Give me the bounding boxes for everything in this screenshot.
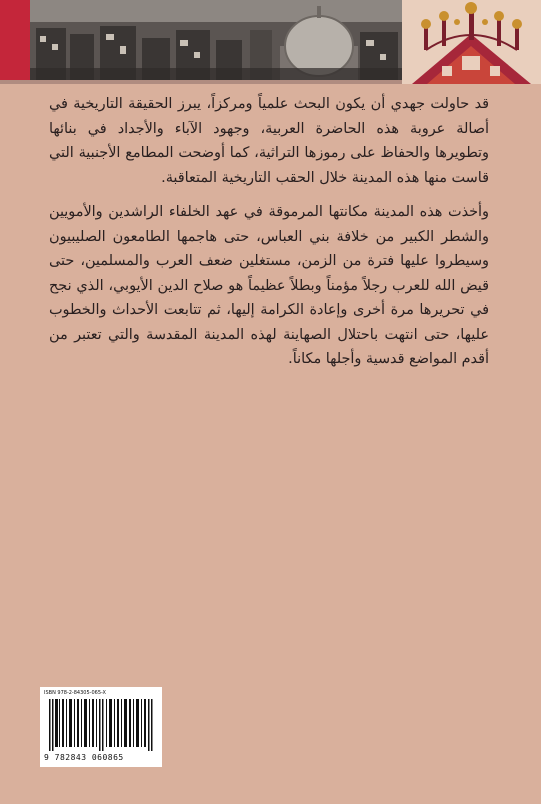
candelabra-ornament	[402, 0, 541, 84]
isbn-label: ISBN 978-2-84305-065-X	[44, 690, 106, 696]
red-strip	[0, 0, 30, 80]
jerusalem-skyline-photo	[30, 0, 402, 80]
isbn-barcode	[40, 687, 162, 767]
barcode-icon	[49, 699, 153, 751]
cover-top-band	[0, 0, 541, 84]
candelabra-ornament-icon	[402, 0, 541, 84]
paragraph-1: قد حاولت جهدي أن يكون البحث علمياً ومركزاً، يبرز الحقيقة التاريخية في أصالة عروبة هذه الحاضرة العربية، وجهود الآباء والأجداد في بنائها وتطويرها والحفاظ على رموزها التراثية، كما أوضحت المطامع الأجنبية التي قاست منها هذه المدينة خلال الحقب التاريخية المتعاقبة.	[49, 96, 489, 186]
back-cover-text	[49, 92, 489, 382]
city-skyline-icon	[30, 0, 402, 80]
paragraph-2: وأخذت هذه المدينة مكانتها المرموقة في عهد الخلفاء الراشدين والأمويين والشطر الكبير من خلافة بني العباس، حتى هاجمها الطامعون الصليبيون وسيطروا عليها فترة من الزمن، مستغلين ضعف العرب والمسلمين، حتى قيض الله للعرب رجلاً مؤمناً وبطلاً عظيماً هو صلاح الدين الأيوبي، الذي نجح في تحريرها مرة أخرى وإعادة الكرامة إليها، ثم تتابعت الأحداث والخطوب عليها، حتى انتهت باحتلال الصهاينة لهذه المدينة المقدسة والتي تعتبر من أقدم المواضع قدسية وأجلها مكاناً.	[49, 204, 489, 367]
barcode-number: 9 782843 060865	[44, 753, 124, 762]
